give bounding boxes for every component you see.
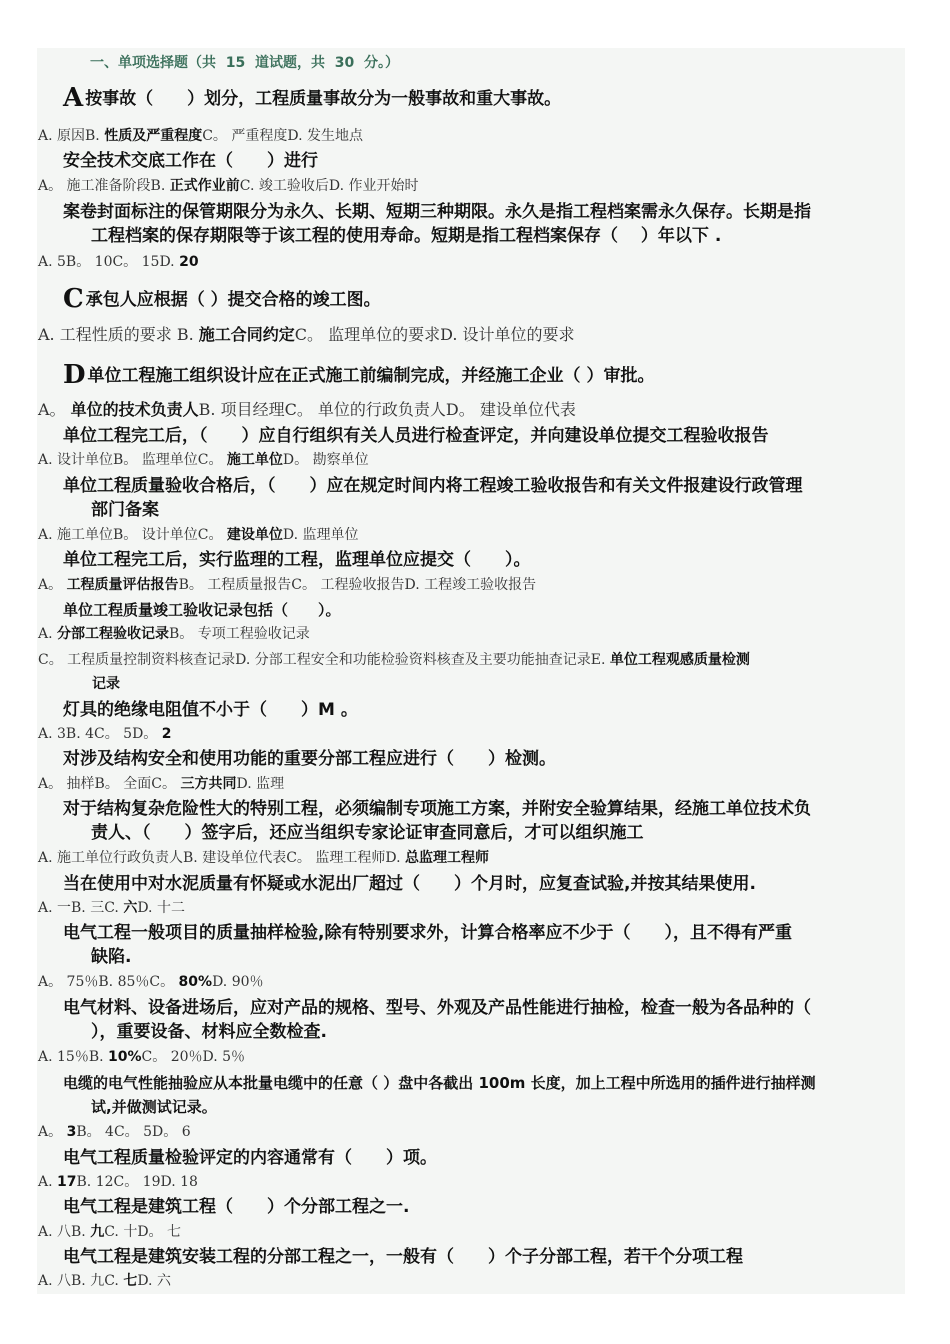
- question-9-options-cont: C。 工程质量控制资料核查记录D. 分部工程安全和功能检验资料核查及主要功能抽查记录E. 单位工程观感质量检测 记录: [38, 652, 750, 692]
- question-9-options: A. 分部工程验收记录B。 专项工程验收记录: [38, 626, 310, 642]
- question-14-text: 电气工程一般项目的质量抽样检验,除有特别要求外，计算合格率应不少于（ ），且不得有严重: [63, 923, 792, 943]
- question-3-text: 案卷封面标注的保管期限分为永久、长期、短期三种期限。永久是指工程档案需永久保存。长期是指: [63, 202, 811, 222]
- correct-answer: 三方共同: [180, 776, 237, 792]
- question-8-text: 单位工程完工后，实行监理的工程，监理单位应提交（ ）。: [63, 550, 531, 570]
- question-5-answer-letter: D: [63, 360, 86, 390]
- question-2-options: A。 施工准备阶段B. 正式作业前C. 竣工验收后D. 作业开始时: [38, 178, 419, 194]
- question-11-text: 对涉及结构安全和使用功能的重要分部工程应进行（ ）检测。: [63, 749, 556, 769]
- question-19: [63, 1245, 905, 1269]
- question-5: [63, 360, 905, 390]
- correct-answer: 单位的技术负责人: [70, 400, 199, 419]
- correct-answer: 20: [179, 254, 199, 270]
- question-12-text-cont: 责人、（ ）签字后，还应当组织专家论证审查同意后，才可以组织施工: [91, 823, 644, 843]
- question-15-text-cont: ），重要设备、材料应全数检查.: [91, 1022, 327, 1042]
- question-12-text: 对于结构复杂危险性大的特别工程，必须编制专项施工方案，并附安全验算结果，经施工单位技术负: [63, 799, 811, 819]
- question-13: [63, 872, 905, 896]
- question-18: [63, 1195, 905, 1219]
- correct-answer: 六: [123, 900, 138, 916]
- correct-answer: 总监理工程师: [405, 850, 489, 866]
- question-4: [63, 284, 905, 314]
- correct-answer: 建设单位: [226, 527, 283, 543]
- question-19-options: A. 八B. 九C. 七D. 六: [38, 1273, 171, 1289]
- question-8: [63, 548, 905, 572]
- question-14-options: A。 75％B. 85％C。 80%D. 90％: [38, 974, 264, 990]
- question-10-text: 灯具的绝缘电阻值不小于（ ）M 。: [63, 700, 358, 720]
- question-17: [63, 1146, 905, 1170]
- question-10: [63, 698, 905, 722]
- question-19-text: 电气工程是建筑安装工程的分部工程之一，一般有（ ）个子分部工程，若干个分项工程: [63, 1247, 743, 1267]
- question-3-options: A. 5B。 10C。 15D. 20: [38, 254, 199, 270]
- correct-answer: 正式作业前: [169, 178, 240, 194]
- correct-answer: 施工单位: [226, 452, 283, 468]
- question-9-text: 单位工程质量竣工验收记录包括（ ）。: [63, 601, 341, 619]
- correct-answer: 七: [123, 1273, 138, 1289]
- question-4-answer-letter: C: [63, 284, 84, 314]
- question-6: [63, 424, 905, 448]
- question-15-options: A. 15％B. 10%C。 20％D. 5％: [38, 1049, 246, 1065]
- question-13-text: 当在使用中对水泥质量有怀疑或水泥出厂超过（ ）个月时，应复查试验,并按其结果使用.: [63, 874, 756, 894]
- question-1-text: 按事故（ ）划分，工程质量事故分为一般事故和重大事故。: [85, 89, 562, 109]
- question-16-options: A。 3B。 4C。 5D。 6: [38, 1124, 191, 1140]
- question-17-options: A. 17B. 12C。 19D. 18: [38, 1174, 198, 1190]
- question-3-text-cont: 工程档案的保存期限等于该工程的使用寿命。短期是指工程档案保存（ ）年以下 .: [91, 226, 722, 246]
- question-15: [63, 996, 905, 1044]
- question-11-options: A。 抽样B。 全面C。 三方共同D. 监理: [38, 776, 285, 792]
- correct-answer: 80%: [178, 974, 213, 990]
- question-14: [63, 921, 905, 969]
- question-11: [63, 747, 905, 771]
- question-9: [63, 598, 905, 622]
- question-4-text: 承包人应根据（ ）提交合格的竣工图。: [85, 290, 381, 310]
- question-2-text: 安全技术交底工作在（ ）进行: [63, 151, 318, 171]
- question-6-text: 单位工程完工后，（ ）应自行组织有关人员进行检查评定，并向建设单位提交工程验收报告: [63, 426, 769, 446]
- question-1-answer-letter: A: [63, 83, 84, 113]
- question-18-options: A. 八B. 九C. 十D。 七: [38, 1224, 181, 1240]
- correct-answer: 单位工程观感质量检测: [609, 652, 750, 668]
- question-13-options: A. 一B. 三C. 六D. 十二: [38, 900, 185, 916]
- question-4-options: A. 工程性质的要求 B. 施工合同约定C。 监理单位的要求D. 设计单位的要求: [38, 325, 575, 344]
- correct-answer: 2: [161, 726, 172, 742]
- question-7-text: 单位工程质量验收合格后，（ ）应在规定时间内将工程竣工验收报告和有关文件报建设行政管理: [63, 476, 803, 496]
- question-12-options: A. 施工单位行政负责人B. 建设单位代表C。 监理工程师D. 总监理工程师: [38, 850, 489, 866]
- question-6-options: A. 设计单位B。 监理单位C。 施工单位D。 勘察单位: [38, 452, 369, 468]
- question-16-text: 电缆的电气性能抽验应从本批量电缆中的任意（ ）盘中各截出 100m 长度，加上工程中所选用的插件进行抽样测: [63, 1074, 816, 1092]
- correct-answer: 分部工程验收记录: [57, 626, 170, 642]
- correct-answer: 工程质量评估报告: [66, 577, 179, 593]
- correct-answer: 17: [57, 1174, 77, 1190]
- question-5-text: 单位工程施工组织设计应在正式施工前编制完成，并经施工企业（ ）审批。: [87, 366, 655, 386]
- question-17-text: 电气工程质量检验评定的内容通常有（ ）项。: [63, 1148, 437, 1168]
- question-10-options: A. 3B. 4C。 5D。 2: [38, 726, 172, 742]
- question-16-text-cont: 试,并做测试记录。: [91, 1098, 217, 1116]
- question-16: [63, 1071, 905, 1119]
- question-15-text: 电气材料、设备进场后，应对产品的规格、型号、外观及产品性能进行抽检，检查一般为各品种的（: [63, 998, 811, 1018]
- question-1-options: A. 原因B. 性质及严重程度C。 严重程度D. 发生地点: [38, 128, 363, 144]
- question-2: [63, 149, 905, 173]
- section-title: 一、单项选择题（共 15 道试题，共 30 分。）: [90, 55, 399, 71]
- correct-answer: 3: [66, 1124, 77, 1140]
- question-12: [63, 797, 905, 845]
- question-1: [63, 83, 905, 113]
- question-18-text: 电气工程是建筑工程（ ）个分部工程之一.: [63, 1197, 410, 1217]
- correct-answer: 10%: [108, 1049, 142, 1065]
- correct-answer: 九: [90, 1224, 105, 1240]
- question-5-options: A。 单位的技术负责人B. 项目经理C。 单位的行政负责人D。 建设单位代表: [38, 400, 576, 419]
- question-14-text-cont: 缺陷.: [91, 947, 132, 967]
- correct-answer: 施工合同约定: [198, 325, 295, 344]
- question-7: [63, 474, 905, 522]
- question-8-options: A。 工程质量评估报告B。 工程质量报告C。 工程验收报告D. 工程竣工验收报告: [38, 577, 537, 593]
- question-7-options: A. 施工单位B。 设计单位C。 建设单位D. 监理单位: [38, 527, 359, 543]
- correct-answer: 性质及严重程度: [104, 128, 203, 144]
- question-7-text-cont: 部门备案: [91, 500, 159, 520]
- question-3: [63, 200, 905, 248]
